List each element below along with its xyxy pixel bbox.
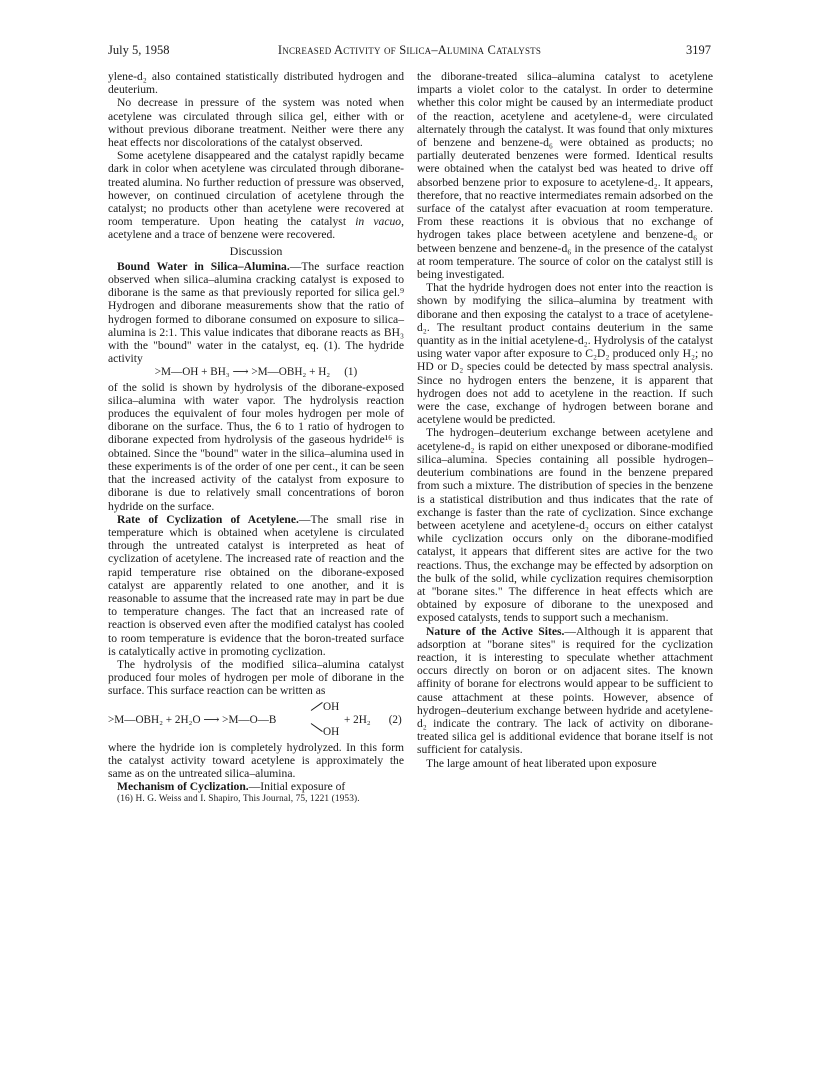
run-in-heading: Bound Water in Silica–Alumina. bbox=[117, 259, 290, 273]
right-column bbox=[417, 70, 713, 770]
header-page-number: 3197 bbox=[686, 43, 711, 57]
equation-1: >M—OH + BH₃ ⟶ >M—OBH₂ + H₂ (1) bbox=[154, 366, 358, 379]
bond-line bbox=[311, 723, 323, 732]
italic-phrase: in vacuo bbox=[355, 215, 402, 229]
paragraph: Bound Water in Silica–Alumina.—The surface reaction observed when silica–alumina cracking catalyst is exposed to diborane is the same as that previously reported for silica gel.⁹ Hydrogen and diborane measurements show that the ratio of hydrogen formed to diborane consumed on exposure to silica–alumina is 2:1. This value indicates that diborane reacts as BH₃ with the "bound" water in the catalyst, eq. (1). The hydride activity bbox=[108, 259, 405, 366]
paragraph: ylene-d₂ also contained statistically distributed hydrogen and deuterium. bbox=[108, 70, 404, 97]
paragraph: of the solid is shown by hydrolysis of the diborane-exposed silica–alumina with water vapor. The hydrolysis reaction produces the equivalent of four moles hydrogen per mole of diborane on the surface. Thus, the 6 to 1 ratio of hydrogen to diborane expected from hydrolysis of the gaseous hydride¹⁶ is obtained. Since the "bound" water in the silica–alumina used in these experiments is of the order of one per cent., it can be seen that the increased activity of the catalyst from exposure to diborane is due to relatively small concentrations of boron hydride on the surface. bbox=[108, 380, 404, 513]
equation-number: (1) bbox=[344, 366, 358, 379]
run-in-heading: Nature of the Active Sites. bbox=[426, 624, 565, 638]
paragraph: That the hydride hydrogen does not enter into the reaction is shown by modifying the silica–alumina by treatment with diborane and then exposing the catalyst to a trace of acetylene-d₂. The resultant product contains deuterium in the same quantity as in the initial acetylene-d₂. Hydrolysis of the catalyst using water vapor after exposure to C₂D₂ produced only H₂; no HD or D₂ species could be detected by mass spectral analysis. Since no hydrogen enters the benzene, it is apparent that hydrogen does not add to acetylene in the reaction. If such were the case, exchange of hydrogen between borane and acetylene would be predicted. bbox=[417, 281, 713, 427]
header-date: July 5, 1958 bbox=[108, 43, 170, 57]
run-in-heading: Rate of Cyclization of Acetylene. bbox=[117, 512, 299, 526]
paragraph: No decrease in pressure of the system was noted when acetylene was circulated through silica gel, either with or without previous diborane treatment. Neither were there any heat effects nor discolorations of the catalyst observed. bbox=[108, 96, 404, 150]
header-running-title: Increased Activity of Silica–Alumina Catalysts bbox=[277, 43, 542, 57]
footnote: (16) H. G. Weiss and I. Shapiro, This Journal, 75, 1221 (1953). bbox=[117, 794, 360, 805]
paragraph: Some acetylene disappeared and the catalyst rapidly became dark in color when acetylene was circulated through diborane-treated alumina. No further reduction of pressure was observed, however, on continued circulation of acetylene through the catalyst; no products other than acetylene were recovered at room temperature. Upon heating the catalyst in vacuo, acetylene and a trace of benzene were recovered. bbox=[108, 149, 404, 242]
section-heading: Discussion bbox=[229, 243, 283, 258]
paragraph: where the hydride ion is completely hydrolyzed. In this form the catalyst activity toward acetylene is approximately the same as on the untreated silica–alumina. bbox=[108, 740, 404, 780]
paragraph: the diborane-treated silica–alumina catalyst to acetylene imparts a violet color to the catalyst. In order to determine whether this color might be caused by an intermediate product of the reaction, acetylene and acetylene-d₂ were circulated alternately through the catalyst. It was found that only mixtures of benzene and benzene-d₆ were obtained as products; no partially deuterated benzenes were formed. Identical results were obtained when the catalyst bed was heated to drive off absorbed benzene prior to exposure to acetylene-d₂. It appears, therefore, that no reactive intermediates remain adsorbed on the surface of the catalyst after evacuation at room temperature. From these reactions it is obvious that no exchange of hydrogen takes place between acetylene and benzene-d₆ or between benzene and benzene-d₆ in the presence of the catalyst at room temperature. The source of color on the catalyst still is being investigated. bbox=[417, 70, 713, 282]
running-header bbox=[108, 43, 711, 61]
equation-number: (2) bbox=[388, 713, 402, 726]
left-column bbox=[108, 70, 404, 807]
paragraph: The hydrogen–deuterium exchange between acetylene and acetylene-d₂ is rapid on either unexposed or diborane-modified silica–alumina. Species containing all possible hydrogen–deuterium combinations are found in the benzene prepared from such a mixture. The distribution of species in the benzene is a statistical distribution and thus indicates that the rate of exchange is faster than the rate of cyclization. Since exchange between acetylene and acetylene-d₂ occurs on either catalyst while cyclization occurs only on the diborane-modified catalyst, it appears that different sites are active for the two reactions. Thus, the exchange may be effected by adsorption on the bulk of the solid, while cyclization requires chemisorption at "borane sites." The difference in heat effects which are obtained by exposure of diborane to the unexposed and exposed catalysts, tends to support such a mechanism. bbox=[417, 426, 713, 625]
paragraph: Mechanism of Cyclization.—Initial exposure of bbox=[117, 780, 346, 794]
paragraph: The hydrolysis of the modified silica–alumina catalyst produced four moles of hydrogen per mole of diborane in the surface. This surface reaction can be written as bbox=[108, 657, 404, 698]
hydroxyl-bottom: OH bbox=[323, 725, 340, 738]
hydroxyl-top: OH bbox=[323, 700, 340, 713]
paragraph: Nature of the Active Sites.—Although it is apparent that adsorption at "borane sites" is required for the cyclization reaction, it is interesting to speculate whether attachment occurs directly on boron or on adjacent sites. The known affinity of borane for electrons would appear to be sufficient to cause attachment at these points. However, absence of hydrogen–deuterium exchange between hydride and acetylene-d₂ indicate the contrary. The lack of activity on diborane-treated silica gel is additional evidence that borane itself is not sufficient for catalysis. bbox=[417, 624, 713, 757]
equation-2: >M—OBH₂ + 2H₂O ⟶ >M—O—B OH OH + 2H₂ (2) bbox=[108, 700, 402, 738]
paragraph: The large amount of heat liberated upon exposure bbox=[426, 756, 657, 770]
bond-line bbox=[311, 702, 323, 711]
paragraph: Rate of Cyclization of Acetylene.—The small rise in temperature which is obtained when acetylene is circulated through the untreated catalyst is interpreted as heat of cyclization of acetylene. The increased rate of reaction and the rapid temperature rise obtained on the diborane-exposed catalyst are apparently related to one another, and it is reasonable to assume that the increased rate may in part be due to temperature changes. The fact that an increased rate of reaction is observed even after the modified catalyst has cooled to room temperature is evidence that the boron-treated surface is catalytically active in promoting cyclization. bbox=[108, 512, 404, 658]
run-in-heading: Mechanism of Cyclization. bbox=[117, 780, 249, 794]
